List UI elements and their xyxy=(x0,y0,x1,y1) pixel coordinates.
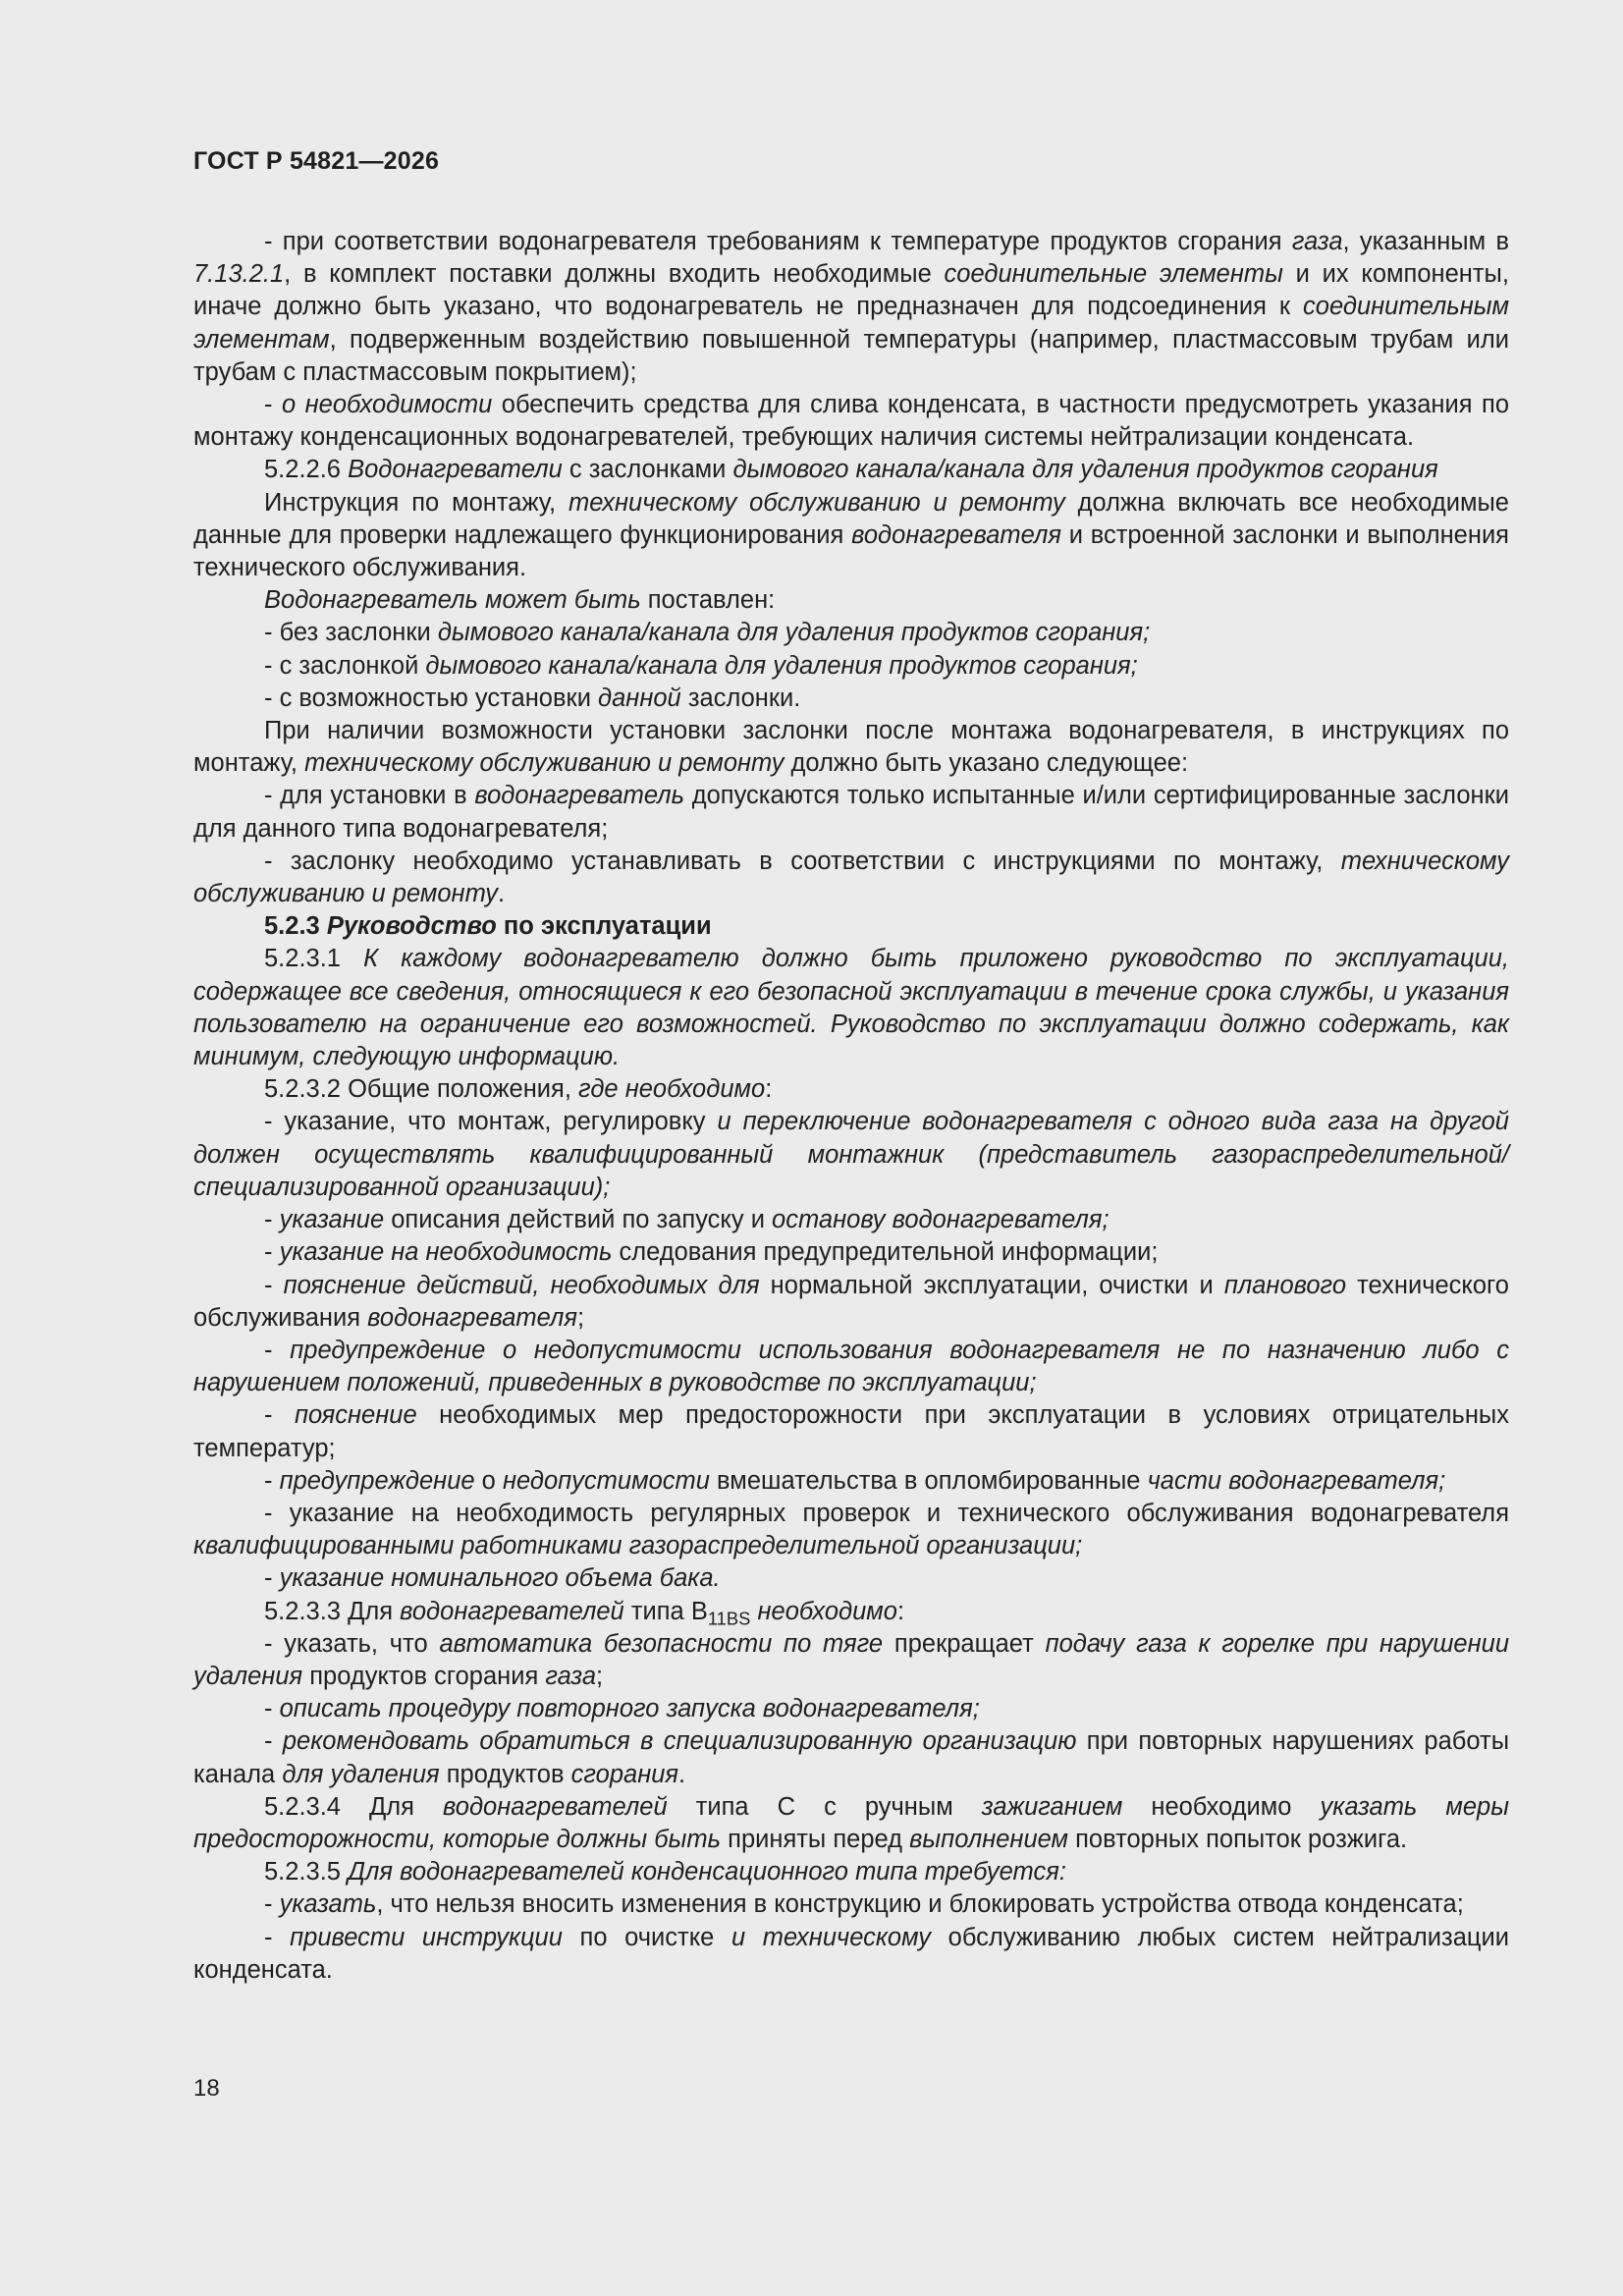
text-run: - xyxy=(264,1238,280,1267)
emphasis-text: части водонагревателя; xyxy=(1147,1466,1446,1495)
paragraph-list-item xyxy=(193,226,1509,389)
paragraph xyxy=(193,715,1509,780)
emphasis-text: указание xyxy=(279,1206,385,1234)
text-run: по очистке xyxy=(562,1923,731,1951)
text-run: при повторных нарушениях работы канала xyxy=(193,1727,1510,1788)
paragraph-list-item xyxy=(193,1888,1509,1921)
text-run: допускаются только испытанные и/или сертифицированные заслонки для данного типа водонагревателя; xyxy=(193,782,1510,843)
text-run: . xyxy=(678,1760,686,1788)
text-run: 5.2.3.1 xyxy=(264,945,364,973)
emphasis-text: дымового канала/канала для удаления продуктов сгорания; xyxy=(437,619,1151,647)
emphasis-text: зажиганием xyxy=(981,1792,1123,1821)
text-run: типа В xyxy=(623,1597,708,1625)
emphasis-text: квалифицированными работниками газораспределительной организации; xyxy=(193,1532,1083,1560)
text-run: обеспечить средства для слива конденсата, в частности предусмотреть указания по монтажу конденсационных водонагревателей, требующих наличия системы нейтрализации конденсата. xyxy=(193,391,1510,452)
text-run: заслонки. xyxy=(680,683,801,712)
emphasis-text: водонагревателей xyxy=(443,1792,668,1821)
text-run: - для установки в xyxy=(264,782,475,810)
text-run: должна включать все необходимые данные для проверки надлежащего функционирования xyxy=(193,488,1509,549)
emphasis-text: недопустимости xyxy=(502,1466,710,1495)
subscript-text: 11BS xyxy=(707,1608,751,1629)
paragraph-list-item xyxy=(193,1498,1509,1562)
text-run: - xyxy=(264,1923,291,1951)
emphasis-text: 7.13.2.1 xyxy=(193,260,285,289)
text-run: прекращает xyxy=(883,1629,1046,1658)
emphasis-text: и техническому xyxy=(730,1923,932,1951)
emphasis-text: газа xyxy=(545,1662,597,1690)
emphasis-text: Для водонагревателей конденсационного типа требуется: xyxy=(348,1858,1066,1886)
emphasis-text: для удаления xyxy=(282,1760,440,1788)
text-run: . xyxy=(498,880,506,908)
paragraph-list-item xyxy=(193,1922,1509,1987)
text-run: технического обслуживания xyxy=(193,1271,1509,1332)
paragraph-list-item xyxy=(193,1693,1509,1725)
paragraph-list-item xyxy=(193,1204,1509,1236)
text-run: следования предупредительной информации; xyxy=(612,1238,1159,1267)
emphasis-text: соединительные элементы xyxy=(944,260,1283,289)
text-run: - без заслонки xyxy=(264,619,438,647)
text-run: - xyxy=(264,1695,280,1723)
text-run: - xyxy=(264,1401,295,1430)
text-run: - xyxy=(264,1890,280,1919)
text-run: - xyxy=(264,1206,280,1234)
emphasis-text: техническому обслуживанию и ремонту xyxy=(193,847,1509,908)
emphasis-text: планового xyxy=(1223,1271,1347,1299)
text-run: о xyxy=(474,1466,503,1495)
text-run: обслуживанию любых систем нейтрализации конденсата. xyxy=(193,1923,1510,1984)
emphasis-text: необходимо xyxy=(757,1597,897,1625)
paragraph-list-item xyxy=(193,650,1509,683)
emphasis-text: описать процедуру повторного запуска водонагревателя; xyxy=(279,1695,980,1723)
paragraph-list-item xyxy=(193,1270,1509,1335)
emphasis-text: водонагревателей xyxy=(400,1597,624,1625)
text-run: - xyxy=(264,1466,280,1495)
emphasis-text: техническому обслуживанию и ремонту xyxy=(304,749,784,778)
paragraph-list-item xyxy=(193,1106,1509,1204)
emphasis-text: указать меры предосторожности, которые должны быть xyxy=(193,1792,1509,1853)
text-run: - указать, что xyxy=(264,1629,440,1658)
text-run: : xyxy=(765,1075,773,1104)
text-run: типа С с ручным xyxy=(667,1792,982,1821)
emphasis-text: рекомендовать обратиться в специализированную организацию xyxy=(282,1727,1077,1756)
text-run: - xyxy=(264,391,282,419)
text-run: - при соответствии водонагревателя требованиям к температуре продуктов сгорания xyxy=(264,228,1292,255)
emphasis-text: выполнением xyxy=(909,1825,1069,1853)
text-run: с заслонками xyxy=(562,456,733,484)
emphasis-text: техническому обслуживанию и ремонту xyxy=(568,488,1065,517)
text-run: - с заслонкой xyxy=(264,651,426,680)
text-run: ; xyxy=(596,1662,604,1690)
text-run: : xyxy=(896,1597,905,1625)
text-run: вмешательства в опломбированные xyxy=(709,1466,1148,1495)
text-run: необходимых мер предосторожности при эксплуатации в условиях отрицательных температур; xyxy=(193,1401,1509,1462)
text-run: и их компоненты, иначе должно быть указано, что водонагреватель не предназначен для подсоединения к xyxy=(193,260,1509,321)
text-run: по эксплуатации xyxy=(496,912,712,941)
emphasis-text: где необходимо xyxy=(578,1075,766,1104)
text-run: должно быть указано следующее: xyxy=(784,749,1189,778)
text-run: поставлен: xyxy=(640,586,776,615)
emphasis-text: Водонагреватель может быть xyxy=(264,586,641,615)
paragraph xyxy=(193,1791,1509,1856)
text-run: 5.2.3.2 Общие положения, xyxy=(264,1075,579,1104)
text-run: 5.2.2.6 xyxy=(264,456,349,484)
emphasis-text: пояснение xyxy=(295,1401,417,1430)
emphasis-text: предупреждение xyxy=(279,1466,475,1495)
paragraph-list-item xyxy=(193,1628,1509,1693)
text-run: и встроенной заслонки и выполнения технического обслуживания. xyxy=(193,520,1509,582)
paragraph xyxy=(193,584,1509,617)
paragraph-list-item xyxy=(193,1335,1509,1399)
emphasis-text: Руководство xyxy=(326,912,497,941)
emphasis-text: останову водонагревателя; xyxy=(772,1206,1109,1234)
paragraph-list-item xyxy=(193,617,1509,649)
paragraph-list-item xyxy=(193,683,1509,715)
paragraph xyxy=(193,487,1509,585)
text-run: приняты перед xyxy=(721,1825,910,1853)
emphasis-text: пояснение действий, необходимых для xyxy=(283,1271,760,1299)
emphasis-text: данной xyxy=(598,683,681,712)
text-run: - xyxy=(264,1564,280,1593)
text-run: - xyxy=(264,1727,283,1756)
emphasis-text: и переключение водонагревателя с одного вида газа на другой должен осуществлять квалифицированный монтажник (представитель газораспределительной/специализированной организации); xyxy=(193,1108,1509,1201)
paragraph-list-item xyxy=(193,846,1509,910)
emphasis-text: о необходимости xyxy=(281,391,493,419)
text-run: необходимо xyxy=(1122,1792,1321,1821)
text-run: - заслонку необходимо устанавливать в соответствии с инструкциями по монтажу, xyxy=(264,847,1341,875)
paragraph-list-item xyxy=(193,1399,1509,1464)
emphasis-text: указание номинального объема бака. xyxy=(279,1564,721,1593)
emphasis-text: дымового канала/канала для удаления продуктов сгорания; xyxy=(425,651,1138,680)
text-run: 5.2.3 xyxy=(264,912,327,941)
text-run: 5.2.3.4 Для xyxy=(264,1792,444,1821)
text-run: - xyxy=(264,1336,291,1364)
emphasis-text: соединительным элементам xyxy=(193,293,1509,354)
paragraph-list-item xyxy=(193,1562,1509,1595)
document-code-header: ГОСТ Р 54821—2026 xyxy=(193,147,440,175)
text-run: - указание, что монтаж, регулировку xyxy=(264,1108,718,1136)
text-run: нормальной эксплуатации, очистки и xyxy=(759,1271,1224,1299)
emphasis-text: водонагреватель xyxy=(474,782,685,810)
paragraph-list-item xyxy=(193,1236,1509,1269)
text-run: 5.2.3.3 Для xyxy=(264,1597,401,1625)
emphasis-text: газа xyxy=(1291,228,1343,255)
paragraph-list-item xyxy=(193,780,1509,845)
emphasis-text: водонагревателя xyxy=(851,520,1061,549)
paragraph-list-item xyxy=(193,1465,1509,1498)
text-run: , в комплект поставки должны входить необходимые xyxy=(284,260,945,289)
text-run: ; xyxy=(577,1303,585,1332)
text-run: При наличии возможности установки заслонки после монтажа водонагревателя, в инструкциях по монтажу, xyxy=(193,717,1509,778)
text-run: 5.2.3.5 xyxy=(264,1858,349,1886)
text-run: описания действий по запуску и xyxy=(384,1206,773,1234)
page-number: 18 xyxy=(193,2075,220,2102)
emphasis-text: водонагревателя xyxy=(367,1303,578,1332)
emphasis-text: привести инструкции xyxy=(290,1923,563,1951)
paragraph xyxy=(193,1596,1509,1628)
emphasis-text: К каждому водонагревателю должно быть приложено руководство по эксплуатации, содержащее все сведения, относящиеся к его безопасной эксплуатации в течение срока службы, и указания пользователю на ограничение его возможностей. Руководство по эксплуатации должно содержать, как минимум, следующую информацию. xyxy=(193,945,1509,1071)
emphasis-text: Водонагреватели xyxy=(348,456,563,484)
emphasis-text: сгорания xyxy=(570,1760,679,1788)
text-run: , подверженным воздействию повышенной температуры (например, пластмассовым трубам или трубам с пластмассовым покрытием); xyxy=(193,325,1509,386)
document-body xyxy=(193,226,1509,1987)
emphasis-text: автоматика безопасности по тяге xyxy=(439,1629,884,1658)
text-run: продуктов xyxy=(439,1760,571,1788)
paragraph-list-item xyxy=(193,389,1509,454)
emphasis-text: предупреждение о недопустимости использования водонагревателя не по назначению либо с нарушением положений, приведенных в руководстве по эксплуатации; xyxy=(193,1336,1509,1397)
paragraph xyxy=(193,1073,1509,1106)
text-run: повторных попыток розжига. xyxy=(1068,1825,1408,1853)
paragraph xyxy=(193,943,1509,1073)
emphasis-text: подачу газа к горелке при нарушении удаления xyxy=(193,1629,1510,1690)
section-heading-5-2-2-6 xyxy=(193,454,1509,486)
text-run: , указанным в xyxy=(1342,228,1509,255)
text-run: продуктов сгорания xyxy=(302,1662,546,1690)
emphasis-text: указание на необходимость xyxy=(279,1238,613,1267)
paragraph-list-item xyxy=(193,1725,1509,1790)
paragraph xyxy=(193,1856,1509,1888)
text-run: - с возможностью установки xyxy=(264,683,599,712)
emphasis-text: указать xyxy=(279,1890,377,1919)
text-run: - xyxy=(264,1271,284,1299)
emphasis-text: дымового канала/канала для удаления продуктов сгорания xyxy=(732,456,1438,484)
text-run: - указание на необходимость регулярных проверок и технического обслуживания водонагревателя xyxy=(264,1499,1509,1527)
text-run: Инструкция по монтажу, xyxy=(264,488,568,517)
section-heading-5-2-3 xyxy=(193,910,1509,943)
text-run: , что нельзя вносить изменения в конструкцию и блокировать устройства отвода конденсата; xyxy=(376,1890,1464,1919)
